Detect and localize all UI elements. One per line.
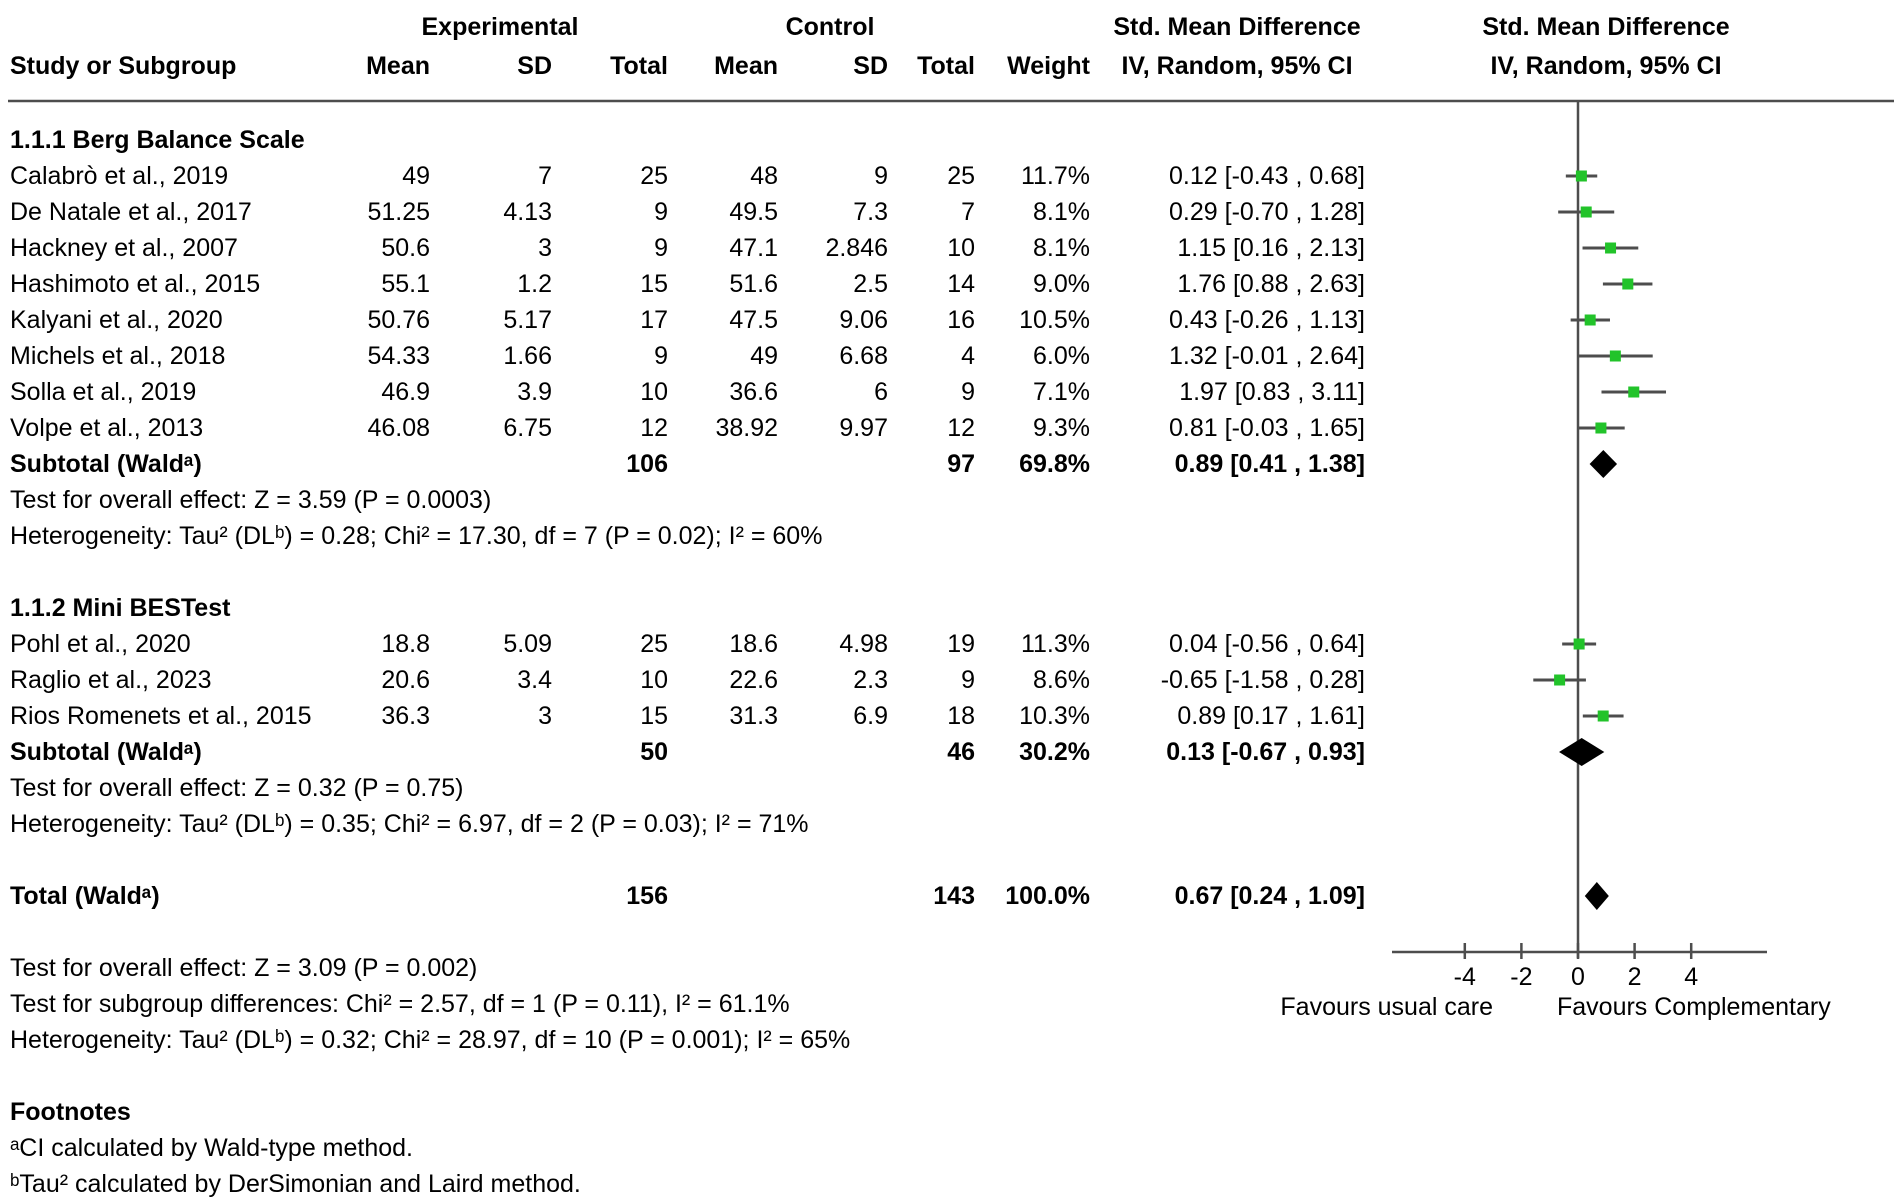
ctrl-mean: 18.6 <box>729 630 778 658</box>
ctrl-total: 4 <box>961 342 975 370</box>
ctrl-sd: 2.846 <box>825 234 888 262</box>
exp-mean: 18.8 <box>381 630 430 658</box>
smd-value: 0.81 [-0.03 , 1.65] <box>1169 414 1365 442</box>
study-label: Rios Romenets et al., 2015 <box>10 702 312 730</box>
axis-tick-label: 0 <box>1571 963 1585 991</box>
footer-test-text: Test for subgroup differences: Chi² = 2.57, df = 1 (P = 0.11), I² = 61.1% <box>10 990 790 1018</box>
exp-mean: 20.6 <box>381 666 430 694</box>
effect-marker <box>1610 351 1621 362</box>
ctrl-total: 143 <box>933 882 975 910</box>
exp-total: 10 <box>640 378 668 406</box>
footnote-text: ᵃCI calculated by Wald-type method. <box>10 1134 414 1162</box>
col-header-study: Study or Subgroup <box>10 52 237 80</box>
col-header-exp-mean: Mean <box>366 52 430 80</box>
smd-column-title: Std. Mean Difference <box>1113 13 1361 41</box>
ctrl-mean: 49 <box>750 342 778 370</box>
footnote-text: ᵇTau² calculated by DerSimonian and Laird method. <box>10 1170 581 1198</box>
weight: 10.5% <box>1019 306 1090 334</box>
weight: 30.2% <box>1019 738 1090 766</box>
ctrl-sd: 6.68 <box>839 342 888 370</box>
smd-value: 0.89 [0.41 , 1.38] <box>1174 450 1365 478</box>
exp-sd: 4.13 <box>503 198 552 226</box>
axis-tick-label: 2 <box>1627 963 1642 991</box>
study-label: Michels et al., 2018 <box>10 342 226 370</box>
ctrl-total: 12 <box>947 414 975 442</box>
study-label: Kalyani et al., 2020 <box>10 306 223 334</box>
exp-mean: 46.08 <box>367 414 430 442</box>
col-header-exp-total: Total <box>610 52 668 80</box>
footnotes-title: Footnotes <box>10 1098 131 1126</box>
ctrl-sd: 7.3 <box>853 198 888 226</box>
ctrl-sd: 4.98 <box>839 630 888 658</box>
ctrl-total: 19 <box>947 630 975 658</box>
col-header-ctrl-total: Total <box>917 52 975 80</box>
ctrl-mean: 38.92 <box>715 414 778 442</box>
weight: 7.1% <box>1033 378 1090 406</box>
smd-value: 0.29 [-0.70 , 1.28] <box>1169 198 1365 226</box>
col-header-weight: Weight <box>1007 52 1090 80</box>
effect-marker <box>1598 711 1609 722</box>
axis-tick-label: 4 <box>1684 963 1699 991</box>
exp-total: 156 <box>626 882 668 910</box>
exp-total: 12 <box>640 414 668 442</box>
smd-value: 1.15 [0.16 , 2.13] <box>1177 234 1365 262</box>
ctrl-total: 97 <box>947 450 975 478</box>
col-header-ctrl-sd: SD <box>853 52 888 80</box>
exp-total: 9 <box>654 342 668 370</box>
ctrl-mean: 31.3 <box>729 702 778 730</box>
exp-mean: 54.33 <box>367 342 430 370</box>
smd-value: 0.12 [-0.43 , 0.68] <box>1169 162 1365 190</box>
ctrl-sd: 9.06 <box>839 306 888 334</box>
weight: 8.1% <box>1033 234 1090 262</box>
pooled-diamond <box>1559 738 1604 766</box>
weight: 8.6% <box>1033 666 1090 694</box>
overall-effect-text: Test for overall effect: Z = 3.59 (P = 0.0003) <box>10 486 492 514</box>
weight: 11.3% <box>1020 630 1090 658</box>
exp-total: 9 <box>654 234 668 262</box>
effect-marker <box>1622 279 1633 290</box>
exp-sd: 6.75 <box>503 414 552 442</box>
exp-total: 106 <box>626 450 668 478</box>
weight: 9.0% <box>1033 270 1090 298</box>
exp-mean: 46.9 <box>381 378 430 406</box>
weight: 9.3% <box>1033 414 1090 442</box>
heterogeneity-text: Heterogeneity: Tau² (DLᵇ) = 0.35; Chi² = 6.97, df = 2 (P = 0.03); I² = 71% <box>10 810 809 838</box>
study-label: Volpe et al., 2013 <box>10 414 204 442</box>
weight: 11.7% <box>1020 162 1090 190</box>
ctrl-mean: 36.6 <box>729 378 778 406</box>
smd-value: -0.65 [-1.58 , 0.28] <box>1160 666 1365 694</box>
study-label: Hashimoto et al., 2015 <box>10 270 261 298</box>
axis-label-favours-left: Favours usual care <box>1280 993 1493 1021</box>
effect-marker <box>1605 243 1616 254</box>
smd-value: 0.04 [-0.56 , 0.64] <box>1169 630 1365 658</box>
exp-sd: 1.2 <box>517 270 552 298</box>
exp-mean: 50.6 <box>381 234 430 262</box>
effect-marker <box>1574 639 1585 650</box>
ctrl-sd: 6.9 <box>853 702 888 730</box>
effect-marker <box>1554 675 1565 686</box>
overall-effect-text: Test for overall effect: Z = 0.32 (P = 0.75) <box>10 774 464 802</box>
exp-sd: 3 <box>538 234 552 262</box>
exp-total: 15 <box>640 270 668 298</box>
study-label: De Natale et al., 2017 <box>10 198 252 226</box>
exp-total: 10 <box>640 666 668 694</box>
smd-value: 0.13 [-0.67 , 0.93] <box>1166 738 1365 766</box>
col-header-smd-ci: IV, Random, 95% CI <box>1121 52 1353 80</box>
ctrl-total: 14 <box>947 270 975 298</box>
col-header-exp-sd: SD <box>517 52 552 80</box>
exp-mean: 55.1 <box>381 270 430 298</box>
footer-test-text: Test for overall effect: Z = 3.09 (P = 0.002) <box>10 954 478 982</box>
ctrl-mean: 22.6 <box>729 666 778 694</box>
weight: 10.3% <box>1019 702 1090 730</box>
smd-value: 1.32 [-0.01 , 2.64] <box>1169 342 1365 370</box>
exp-sd: 1.66 <box>503 342 552 370</box>
ctrl-total: 18 <box>947 702 975 730</box>
weight: 8.1% <box>1033 198 1090 226</box>
heterogeneity-text: Heterogeneity: Tau² (DLᵇ) = 0.28; Chi² = 17.30, df = 7 (P = 0.02); I² = 60% <box>10 522 823 550</box>
effect-marker <box>1576 171 1587 182</box>
effect-marker <box>1585 315 1596 326</box>
exp-total: 25 <box>640 162 668 190</box>
weight: 6.0% <box>1033 342 1090 370</box>
weight: 100.0% <box>1005 882 1090 910</box>
effect-marker <box>1595 423 1606 434</box>
smd-value: 0.43 [-0.26 , 1.13] <box>1169 306 1365 334</box>
ctrl-total: 16 <box>947 306 975 334</box>
axis-tick-label: -4 <box>1453 963 1476 991</box>
smd-value: 1.97 [0.83 , 3.11] <box>1179 378 1365 406</box>
col-header-smd-ci-plot: IV, Random, 95% CI <box>1490 52 1722 80</box>
ctrl-total: 25 <box>947 162 975 190</box>
ctrl-mean: 51.6 <box>729 270 778 298</box>
pooled-diamond <box>1585 882 1609 910</box>
exp-total: 50 <box>640 738 668 766</box>
study-label: Raglio et al., 2023 <box>10 666 212 694</box>
exp-total: 9 <box>654 198 668 226</box>
axis-tick-label: -2 <box>1510 963 1533 991</box>
effect-marker <box>1581 207 1592 218</box>
exp-total: 17 <box>640 306 668 334</box>
study-label: Solla et al., 2019 <box>10 378 197 406</box>
ctrl-total: 10 <box>947 234 975 262</box>
ctrl-mean: 47.5 <box>729 306 778 334</box>
smd-value: 0.67 [0.24 , 1.09] <box>1174 882 1365 910</box>
ctrl-sd: 2.5 <box>853 270 888 298</box>
pooled-diamond <box>1590 450 1617 478</box>
exp-total: 15 <box>640 702 668 730</box>
axis-label-favours-right: Favours Complementary <box>1557 993 1831 1021</box>
exp-sd: 5.09 <box>503 630 552 658</box>
subgroup-title: 1.1.1 Berg Balance Scale <box>10 126 305 154</box>
study-label: Total (Waldᵃ) <box>10 882 160 910</box>
ctrl-total: 7 <box>961 198 975 226</box>
ctrl-total: 46 <box>947 738 975 766</box>
exp-mean: 50.76 <box>367 306 430 334</box>
study-label: Calabrò et al., 2019 <box>10 162 229 190</box>
ctrl-sd: 2.3 <box>853 666 888 694</box>
exp-mean: 36.3 <box>381 702 430 730</box>
group-header-control: Control <box>785 13 875 41</box>
exp-mean: 51.25 <box>367 198 430 226</box>
study-label: Hackney et al., 2007 <box>10 234 238 262</box>
group-header-experimental: Experimental <box>421 13 579 41</box>
study-label: Subtotal (Waldᵃ) <box>10 450 202 478</box>
exp-sd: 7 <box>538 162 552 190</box>
effect-marker <box>1628 387 1639 398</box>
exp-sd: 5.17 <box>503 306 552 334</box>
ctrl-total: 9 <box>961 378 975 406</box>
exp-mean: 49 <box>402 162 430 190</box>
exp-total: 25 <box>640 630 668 658</box>
ctrl-total: 9 <box>961 666 975 694</box>
weight: 69.8% <box>1019 450 1090 478</box>
study-label: Subtotal (Waldᵃ) <box>10 738 202 766</box>
exp-sd: 3 <box>538 702 552 730</box>
ctrl-sd: 9 <box>874 162 888 190</box>
smd-value: 1.76 [0.88 , 2.63] <box>1177 270 1365 298</box>
smd-plot-title: Std. Mean Difference <box>1482 13 1730 41</box>
smd-value: 0.89 [0.17 , 1.61] <box>1177 702 1365 730</box>
footer-test-text: Heterogeneity: Tau² (DLᵇ) = 0.32; Chi² = 28.97, df = 10 (P = 0.001); I² = 65% <box>10 1026 851 1054</box>
ctrl-sd: 6 <box>874 378 888 406</box>
ctrl-sd: 9.97 <box>839 414 888 442</box>
ctrl-mean: 49.5 <box>729 198 778 226</box>
ctrl-mean: 47.1 <box>729 234 778 262</box>
subgroup-title: 1.1.2 Mini BESTest <box>10 594 231 622</box>
study-label: Pohl et al., 2020 <box>10 630 191 658</box>
exp-sd: 3.4 <box>517 666 552 694</box>
exp-sd: 3.9 <box>517 378 552 406</box>
col-header-ctrl-mean: Mean <box>714 52 778 80</box>
ctrl-mean: 48 <box>750 162 778 190</box>
